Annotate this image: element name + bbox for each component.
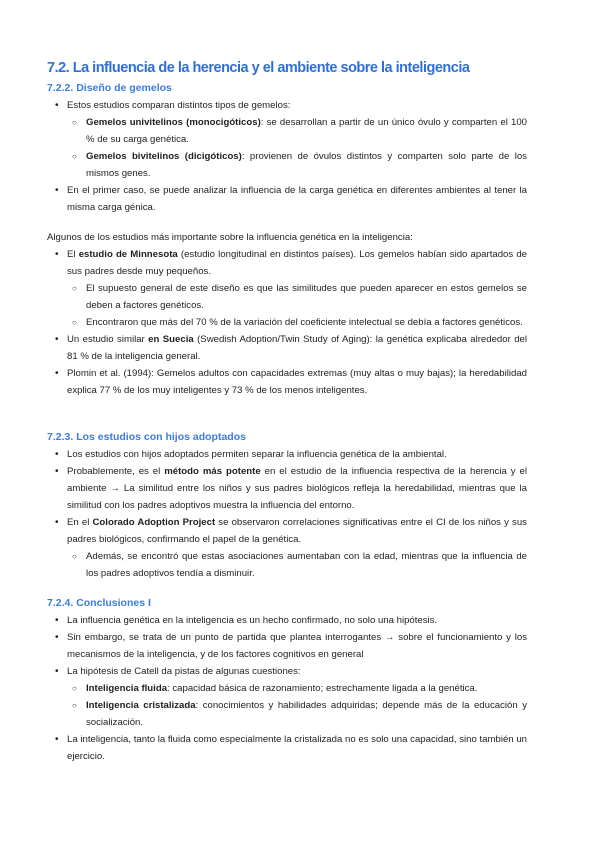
list-item: • Un estudio similar en Suecia (Swedish Adoption/Twin Study of Aging): la genética explicaba alrededor del 81 % de la inteligencia general. (47, 331, 527, 365)
list-item: • La influencia genética en la inteligencia es un hecho confirmado, no solo una hipótesis. (47, 612, 527, 629)
list-item: • En el primer caso, se puede analizar la influencia de la carga genética en diferentes ambientes al tener la misma carga génica. (47, 182, 527, 216)
studies-block (47, 229, 527, 399)
heading-twin-design: 7.2.2. Diseño de gemelos (47, 82, 172, 94)
heading-adoption-studies: 7.2.3. Los estudios con hijos adoptados (47, 431, 246, 443)
list-item: • Estos estudios comparan distintos tipos de gemelos: ○ Gemelos univitelinos (monocigóticos): se desarrollan a partir de un único óvulo y comparten el 100 % de su carga genética. ○ Gemelos bivitelinos (dicigóticos): provienen de óvulos distintos y comparten solo parte de los mismos genes. (47, 97, 527, 182)
list-item: ○ Encontraron que más del 70 % de la variación del coeficiente intelectual se debía a factores genéticos. (67, 314, 527, 331)
conclusions-list (47, 612, 527, 765)
list-item: • Plomin et al. (1994): Gemelos adultos con capacidades extremas (muy altas o muy bajas); la heredabilidad explica 77 % de los muy inteligentes y 73 % de los menos inteligentes. (47, 365, 527, 399)
list-item: • La inteligencia, tanto la fluida como especialmente la cristalizada no es solo una capacidad, sino también un ejercicio. (47, 731, 527, 765)
twin-design-list (47, 97, 527, 216)
list-item: ○ Inteligencia cristalizada: conocimientos y habilidades adquiridas; depende más de la educación y socialización. (67, 697, 527, 731)
list-item: ○ Inteligencia fluida: capacidad básica de razonamiento; estrechamente ligada a la genética. (67, 680, 527, 697)
list-item: ○ Gemelos univitelinos (monocigóticos): se desarrollan a partir de un único óvulo y comparten el 100 % de su carga genética. (67, 114, 527, 148)
adoption-list (47, 446, 527, 582)
list-item: • Probablemente, es el método más potente en el estudio de la influencia respectiva de la herencia y el ambiente → La similitud entre los niños y sus padres biológicos refleja la heredabilidad, mientras que la similitud con los padres adoptivos muestra la influencia del entorno. (47, 463, 527, 514)
list-item: • En el Colorado Adoption Project se observaron correlaciones significativas entre el CI de los niños y sus padres biológicos, confirmando el papel de la genética. ○ Además, se encontró que estas asociaciones aumentaban con la edad, mientras que la influencia de los padres adoptivos tendía a disminuir. (47, 514, 527, 582)
list-item: • El estudio de Minnesota (estudio longitudinal en distintos países). Los gemelos habían sido apartados de sus padres desde muy pequeños. ○ El supuesto general de este diseño es que las similitudes que pueden aparecer en estos gemelos se deben a factores genéticos. ○ Encontraron que más del 70 % de la variación del coeficiente intelectual se debía a factores genéticos. (47, 246, 527, 331)
heading-conclusions: 7.2.4. Conclusiones I (47, 597, 151, 609)
list-item: ○ Gemelos bivitelinos (dicigóticos): provienen de óvulos distintos y comparten solo parte de los mismos genes. (67, 148, 527, 182)
list-item: • Los estudios con hijos adoptados permiten separar la influencia genética de la ambiental. (47, 446, 527, 463)
studies-intro: Algunos de los estudios más importante sobre la influencia genética en la inteligencia: (47, 232, 413, 243)
list-item: ○ El supuesto general de este diseño es que las similitudes que pueden aparecer en estos gemelos se deben a factores genéticos. (67, 280, 527, 314)
list-item: • Sin embargo, se trata de un punto de partida que plantea interrogantes → sobre el funcionamiento y los mecanismos de la inteligencia, y de los factores cognitivos en general (47, 629, 527, 663)
list-item: • La hipótesis de Catell da pistas de algunas cuestiones: ○ Inteligencia fluida: capacidad básica de razonamiento; estrechamente ligada a la genética. ○ Inteligencia cristalizada: conocimientos y habilidades adquiridas; depende más de la educación y socialización. (47, 663, 527, 731)
list-item: ○ Además, se encontró que estas asociaciones aumentaban con la edad, mientras que la influencia de los padres adoptivos tendía a disminuir. (67, 548, 527, 582)
section-title: 7.2. La influencia de la herencia y el ambiente sobre la inteligencia (47, 60, 470, 76)
